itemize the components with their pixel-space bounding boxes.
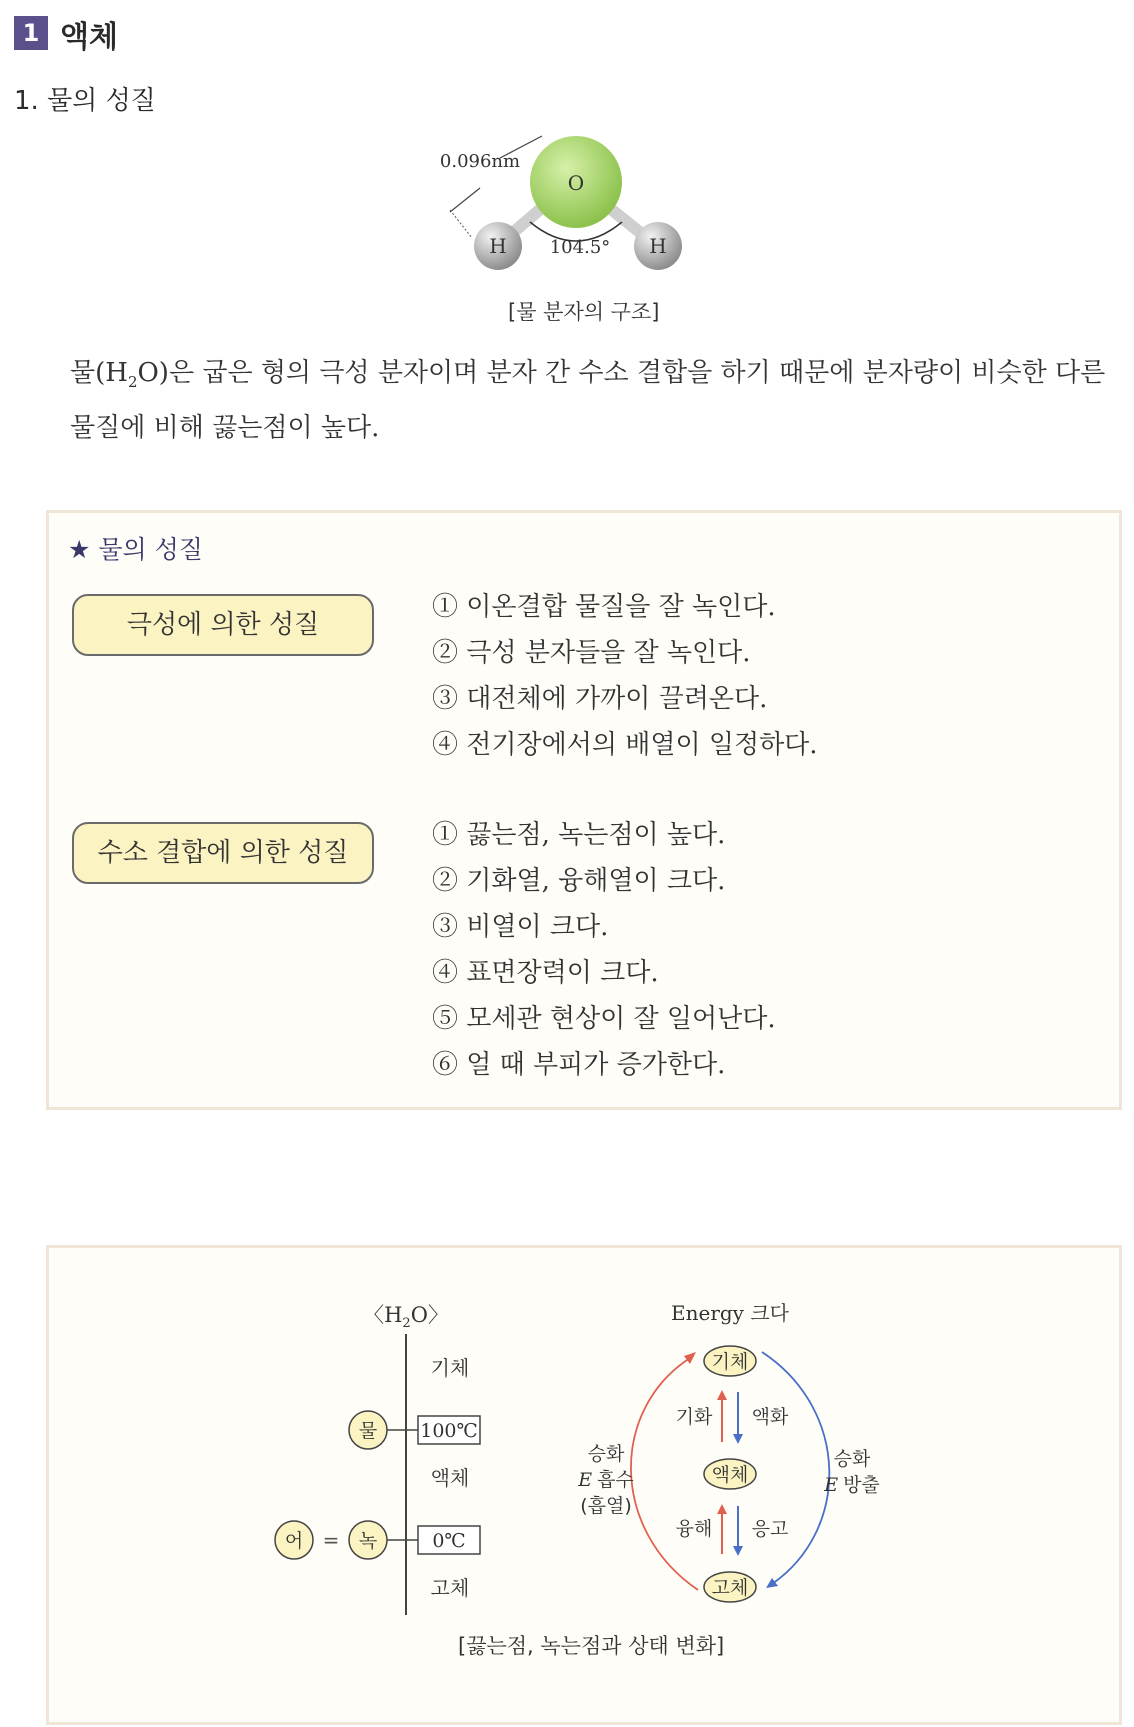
vaporization-arrow-head <box>717 1390 727 1400</box>
freezing-label: 응고 <box>751 1518 789 1540</box>
condensation-arrow-head <box>733 1434 743 1444</box>
ice-label: 어 <box>284 1530 304 1552</box>
sublimation-right-label: 승화 <box>833 1448 871 1470</box>
solid-state-label: 고체 <box>430 1576 470 1600</box>
subsection-title: 1. 물의 성질 <box>14 86 156 116</box>
list-item: ① 끓는점, 녹는점이 높다. <box>432 820 726 850</box>
release-label: E 방출 <box>824 1474 880 1496</box>
list-item: ⑤ 모세관 현상이 잘 일어난다. <box>432 1004 776 1034</box>
list-item: ⑥ 얼 때 부피가 증가한다. <box>432 1050 726 1080</box>
molecule-caption: [물 분자의 구조] <box>508 300 660 324</box>
absorb-note: (흡열) <box>580 1495 632 1517</box>
phase-diagram-caption: [끓는점, 녹는점과 상태 변화] <box>458 1634 725 1658</box>
right-liquid-label: 액체 <box>711 1464 749 1486</box>
water-description-paragraph: 물$(H_2O)$은 굽은 형의 극성 분자이며 분자 간 수소 결합을 하기 때문에 분자량이 비슷한 다른 물질에 비해 끓는점이 높다. <box>70 358 1106 444</box>
sublimation-absorb-arrow-head <box>684 1352 696 1364</box>
liquid-state-label: 액체 <box>430 1466 470 1490</box>
freezing-arrow-head <box>733 1546 743 1556</box>
list-item: ① 이온결합 물질을 잘 녹인다. <box>432 592 776 622</box>
list-item: ③ 대전체에 가까이 끌려온다. <box>432 684 768 714</box>
bond-angle-label: 104.5° <box>549 237 611 258</box>
boiling-point-value: 100℃ <box>420 1420 478 1442</box>
fusion-arrow-head <box>717 1504 727 1514</box>
right-solid-label: 고체 <box>711 1577 749 1599</box>
section-number-badge: 1 <box>14 16 48 50</box>
vaporization-label: 기화 <box>675 1406 713 1428</box>
bond-length-arrow-2 <box>450 188 480 212</box>
sublimation-release-arrow-head <box>766 1578 778 1588</box>
polarity-properties-label: 극성에 의한 성질 <box>72 594 374 656</box>
section-title: 액체 <box>60 20 118 55</box>
list-item: ④ 표면장력이 크다. <box>432 958 659 988</box>
melt-label: 녹 <box>358 1530 378 1552</box>
polarity-properties-list <box>432 584 818 768</box>
hydrogen-right-label: H <box>649 234 667 258</box>
sublimation-left-label: 승화 <box>587 1443 625 1465</box>
list-item: ③ 비열이 크다. <box>432 912 609 942</box>
right-gas-label: 기체 <box>711 1351 749 1373</box>
equals-sign: = <box>322 1528 340 1552</box>
bond-length-label: 0.096nm <box>439 151 521 172</box>
bond-length-guide-bottom <box>450 210 472 238</box>
properties-panel-title: ★ 물의 성질 <box>68 535 203 564</box>
sublimation-release-arc <box>762 1352 829 1584</box>
list-item: ② 극성 분자들을 잘 녹인다. <box>432 638 751 668</box>
water-label: 물 <box>358 1420 378 1442</box>
water-molecule-figure <box>430 130 710 290</box>
hydrogen-bond-properties-list <box>432 812 776 1088</box>
melting-point-value: 0℃ <box>432 1530 466 1552</box>
absorb-label: E 흡수 <box>578 1469 634 1491</box>
hydrogen-left-label: H <box>489 234 507 258</box>
condensation-label: 액화 <box>751 1406 789 1428</box>
gas-state-label: 기체 <box>430 1356 470 1380</box>
list-item: ④ 전기장에서의 배열이 일정하다. <box>432 730 818 760</box>
list-item: ② 기화열, 융해열이 크다. <box>432 866 726 896</box>
fusion-label: 융해 <box>675 1518 713 1540</box>
energy-label: Energy 크다 <box>671 1301 789 1325</box>
oxygen-label: O <box>567 171 585 195</box>
phase-diagram <box>260 1290 920 1620</box>
hydrogen-bond-properties-label: 수소 결합에 의한 성질 <box>72 822 374 884</box>
left-diagram-title: 〈$H_2O$〉 <box>363 1303 449 1331</box>
sublimation-absorb-arc <box>631 1358 698 1590</box>
